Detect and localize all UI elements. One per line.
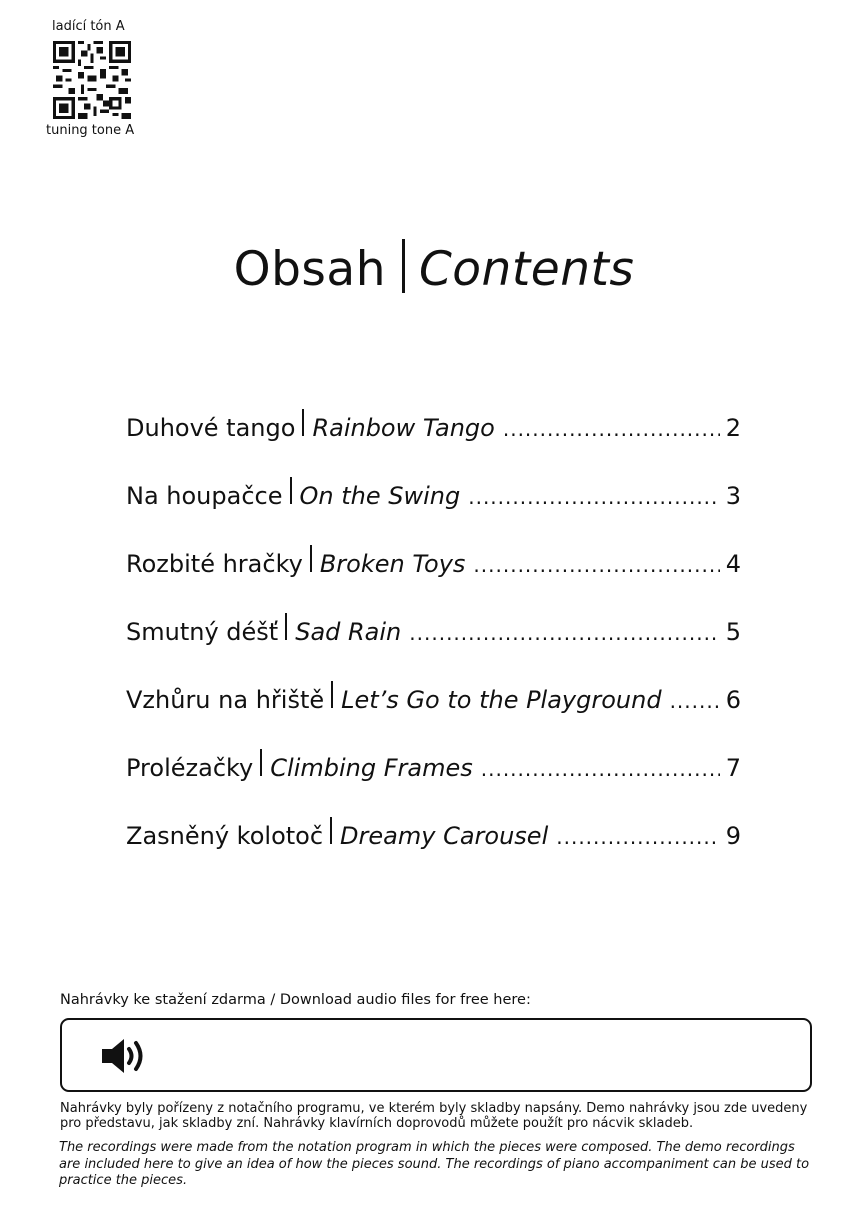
recordings-note-en: The recordings were made from the notation program in which the pieces were composed. The demo recordings are included here to give an idea of how the pieces sound. The recordings of piano accompaniment can be used to practice the pieces. [59,1140,810,1188]
toc-title-en: Dreamy Carousel [340,822,549,850]
toc-divider [310,545,312,572]
toc-leader-dots [556,825,719,849]
toc-entry[interactable] [126,409,741,477]
toc-page-number: 5 [725,618,741,646]
toc-leader-dots [409,621,719,645]
toc-divider [260,749,262,776]
speaker-icon[interactable] [100,1037,148,1075]
toc-entry[interactable] [126,613,741,681]
toc-divider [302,409,304,436]
toc-title-cz: Zasněný kolotoč [126,822,324,850]
toc-page-number: 7 [725,754,741,782]
title-en: Contents [418,242,635,297]
audio-download-box[interactable] [60,1018,812,1092]
toc-leader-dots [473,553,719,577]
recordings-note-cz: Nahrávky byly pořízeny z notačního programu, ve kterém byly skladby napsány. Demo nahrávky jsou zde uvedeny pro představu, jak skladby zní. Nahrávky klavírních doprovodů můžete použít pro nácvik skladeb. [60,1101,808,1131]
toc-entry[interactable] [126,545,741,613]
toc-title-cz: Smutný déšť [126,618,279,646]
toc-entry[interactable] [126,817,741,885]
toc-title-cz: Vzhůru na hřiště [126,686,325,714]
toc-title-cz: Prolézačky [126,754,254,782]
toc-page-number: 6 [725,686,741,714]
toc-leader-dots [503,417,720,441]
toc-divider [290,477,292,504]
title-cz: Obsah [233,242,386,297]
toc-leader-dots [481,757,720,781]
toc-entry[interactable] [126,681,741,749]
toc-title-cz: Rozbité hračky [126,550,303,578]
toc-title-en: Let’s Go to the Playground [341,686,662,714]
toc-page-number: 4 [725,550,741,578]
toc-title-cz: Duhové tango [126,414,296,442]
qr-label-bottom: tuning tone A [46,123,135,138]
title-divider [402,239,405,293]
toc-title-en: On the Swing [299,482,461,510]
toc-divider [330,817,332,844]
toc-title-en: Sad Rain [295,618,402,646]
toc-page-number: 2 [725,414,741,442]
qr-code-icon[interactable] [53,41,131,119]
toc-leader-dots [670,689,720,713]
toc-title-en: Climbing Frames [270,754,473,782]
table-of-contents [126,409,741,885]
qr-label-top: ladící tón A [52,19,125,34]
toc-divider [285,613,287,640]
toc-page-number: 9 [725,822,741,850]
toc-entry[interactable] [126,477,741,545]
toc-title-en: Rainbow Tango [312,414,495,442]
toc-entry[interactable] [126,749,741,817]
download-label: Nahrávky ke stažení zdarma / Download audio files for free here: [60,992,531,1008]
page-title [0,238,868,302]
toc-title-en: Broken Toys [319,550,466,578]
toc-leader-dots [468,485,719,509]
toc-divider [331,681,333,708]
toc-page-number: 3 [725,482,741,510]
toc-title-cz: Na houpačce [126,482,283,510]
